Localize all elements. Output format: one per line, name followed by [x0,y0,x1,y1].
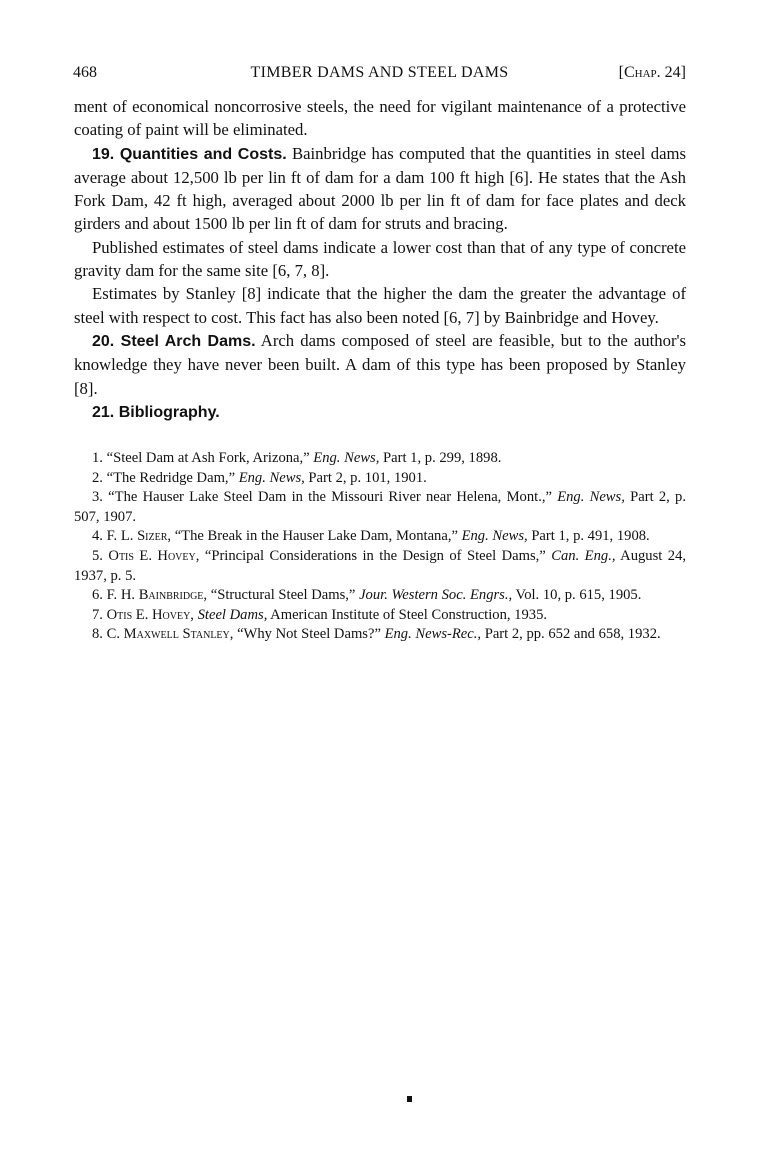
body-text [74,95,686,424]
bibliography-entry [74,606,686,626]
entry-text: Vol. 10, p. 615, 1905. [512,587,642,604]
paragraph-text: ment of economical noncorrosive steels, the need for vigilant maintenance of a protective coating of paint will be eliminated. [74,97,686,140]
bibliography-list [74,449,686,645]
paragraph [74,95,686,142]
section-heading: 21. Bibliography. [92,403,220,421]
paragraph-text: Arch dams composed of steel are feasible, but to the author's knowledge they have never been built. A dam of this type has been proposed by Stanley [8]. [74,330,686,398]
page-number: 468 [73,64,97,81]
entry-text: “The Break in the Hauser Lake Dam, Montana,” [171,528,462,545]
entry-text: Part 2, p. 101, 1901. [304,469,427,486]
bibliography-entry [74,469,686,489]
book-title: Steel Dams, [197,606,268,623]
section-heading: 20. Steel Arch Dams. [92,332,256,350]
bibliography-entry [74,488,686,527]
paragraph [74,282,686,329]
entry-text: “Structural Steel Dams,” [207,587,360,604]
entry-text: “Why Not Steel Dams?” [233,626,385,643]
entry-text: Part 2, pp. 652 and 658, 1932. [481,626,661,643]
section-heading: 19. Quantities and Costs. [92,145,287,163]
running-title: TIMBER DAMS AND STEEL DAMS [250,64,509,81]
entry-text: 3. “The Hauser Lake Steel Dam in the Missouri River near Helena, Mont.,” [92,489,558,506]
bibliography-entry [74,527,686,547]
chapter-label: [Chap. 24] [618,64,686,81]
journal-title: Eng. News, [313,450,380,466]
entry-text: 6. F. H. [92,587,139,604]
entry-text: 7. [92,606,107,623]
entry-text: “Principal Considerations in the Design of Steel Dams,” [199,547,552,564]
paragraph [74,329,686,400]
paragraph [74,400,686,424]
entry-text: Part 1, p. 491, 1908. [527,528,650,545]
entry-text: 8. C. [92,626,124,643]
entry-text: 2. “The Redridge Dam,” [92,469,239,486]
author-name: Bainbridge, [138,587,208,604]
paragraph [74,236,686,283]
entry-text: 1. “Steel Dam at Ash Fork, Arizona,” [92,450,314,466]
journal-title: Eng. News, [557,489,625,506]
bibliography-entry [74,547,686,586]
paragraph-text: Published estimates of steel dams indicate a lower cost than that of any type of concrete gravity dam for the same site [6, 7, 8]. [74,237,686,281]
entry-text: August 24, 1937, p. 5. [74,547,687,584]
paragraph-text: Estimates by Stanley [8] indicate that the higher the dam the greater the advantage of steel with respect to cost. This fact has also been noted [6, 7] by Bainbridge and Hovey. [74,284,686,327]
bibliography-entry [74,449,686,469]
entry-text: 4. F. L. [92,528,138,545]
paragraph-text: Bainbridge has computed that the quantities in steel dams average about 12,500 lb per lin ft of dam for a dam 100 ft high [6]. He states that the Ash Fork Dam, 42 ft high, averaged about 2000 lb per lin ft of dam for face plates and deck girders and about 1500 lb per lin ft of dam for struts and bracing. [74,143,687,234]
journal-title: Jour. Western Soc. Engrs., [359,587,513,604]
end-of-chapter-mark [407,1096,412,1102]
journal-title: Eng. News-Rec., [384,626,482,643]
journal-title: Eng. News, [461,528,528,545]
author-name: Otis E. Hovey, [106,606,194,623]
entry-text: Part 1, p. 299, 1898. [379,450,502,466]
author-name: Otis E. Hovey, [108,547,200,564]
journal-title: Eng. News, [238,469,305,486]
entry-text: 5. [92,547,109,564]
running-header [73,64,686,86]
bibliography-entry [74,625,686,645]
entry-text: American Institute of Steel Construction, 1935. [267,606,548,623]
author-name: Maxwell Stanley, [123,626,234,643]
author-name: Sizer, [137,528,172,545]
entry-text: Part 2, p. 507, 1907. [74,489,686,525]
journal-title: Can. Eng., [551,547,616,564]
paragraph [74,142,686,236]
bibliography-entry [74,586,686,606]
